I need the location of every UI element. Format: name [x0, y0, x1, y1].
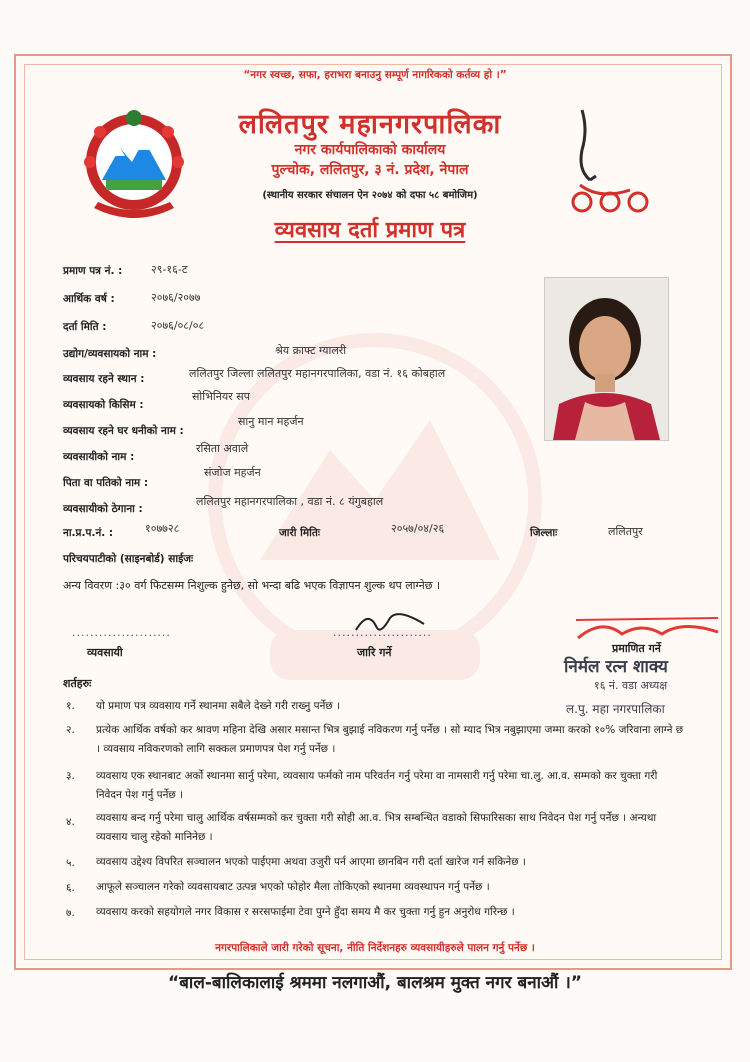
bottom-notice: नगरपालिकाले जारी गरेको सूचना, नीति निर्देशनहरु व्यवसायीहरुले पालन गर्नु पर्नेछ ।	[215, 942, 535, 954]
house-owner-label: व्यवसाय रहने घर धनीको नाम :	[63, 425, 184, 437]
proprietor-sign-line: ......................	[72, 626, 171, 639]
issue-date-value: २०५७/०४/२६	[391, 522, 445, 535]
fiscal-year-value: २०७६/२०७७	[151, 291, 201, 304]
condition-text: प्रत्येक आर्थिक वर्षको कर श्रावण महिना देखि असार मसान्त भित्र बुझाई नविकरण गर्नु पर्नेछ । सो म्याद भित्र नबुझाएमा जम्मा करको १०% जरिवाना लाग्ने छ । व्यवसाय नविकरणको लागि सक्कल प्रमाणपत्र पेश गर्नु पर्नेछ ।	[96, 724, 684, 755]
business-type-label: व्यवसायको किसिम :	[63, 399, 144, 411]
condition-text: आफूले सञ्चालन गरेको व्यवसायबाट उत्पन्न भएको फोहोर मैला तोकिएको स्थानमा व्यवस्थापन गर्नु पर्नेछ ।	[96, 881, 490, 893]
proprietor-address-label: व्यवसायीको ठेगाना :	[63, 503, 143, 515]
top-slogan: “नगर स्वच्छ, सफा, हराभरा बनाउनु सम्पूर्ण नागरिकको कर्तव्य हो ।”	[243, 69, 507, 81]
reg-date-label: दर्ता मिति :	[63, 321, 107, 333]
proprietor-address-value: ललितपुर महानगरपालिका , वडा नं. ८ यंगुबहाल	[196, 495, 384, 508]
portrait-icon	[545, 278, 668, 440]
father-husband-value: संजोज महर्जन	[204, 466, 261, 479]
condition-text: व्यवसाय उद्देश्य विपरित सञ्चालन भएको पाईएमा अथवा उजुरी पर्न आएमा छानबिन गरी दर्ता खारेज गर्न सकिनेछ ।	[96, 856, 526, 868]
proprietor-label: व्यवसायीको नाम :	[63, 451, 135, 463]
proprietor-sign-label: व्यवसायी	[87, 646, 123, 659]
condition-number: ६.	[66, 882, 75, 894]
condition-text: व्यवसाय करको सहयोगले नगर विकास र सरसफाईमा टेवा पुग्ने हुँदा समय मै कर चुक्ता गर्नु हुन अनुरोध गरिन्छ ।	[96, 906, 515, 918]
house-owner-value: सानु मान महर्जन	[238, 415, 304, 428]
signboard-label: परिचयपाटीको (साइनबोर्ड) साईजः	[63, 553, 194, 565]
condition-number: ५.	[66, 857, 75, 869]
certifier-name: निर्मल रत्न शाक्य	[564, 657, 668, 677]
municipality-title: ललितपुर महानगरपालिका	[238, 109, 502, 140]
issuer-sign-label: जारि गर्ने	[357, 646, 392, 659]
fiscal-year-label: आर्थिक वर्ष :	[63, 293, 115, 305]
certifier-post: १६ नं. वडा अध्यक्ष	[594, 679, 668, 692]
condition-number: २.	[66, 724, 75, 736]
act-reference: (स्थानीय सरकार संचालन ऐन २०७४ को दफा ५८ बमोजिम)	[262, 190, 478, 201]
father-husband-label: पिता वा पतिको नाम :	[63, 477, 149, 489]
cert-no-value: २९-१६-ट	[151, 263, 188, 276]
issuer-signature-icon	[350, 608, 430, 642]
conditions-heading: शर्तहरुः	[63, 677, 92, 690]
certificate-title: व्यवसाय दर्ता प्रमाण पत्र	[274, 218, 466, 243]
nepal-emblem-icon	[80, 108, 188, 220]
condition-text: व्यवसाय एक स्थानबाट अर्को स्थानमा सार्नु परेमा, व्यवसाय फर्मको नाम परिवर्तन गर्नु परेमा वा नामसारी गर्नु परेमा चा.लु. आ.व. सम्मको कर चुक्ता गरी निवेदन पेश गर्नु पर्नेछ ।	[96, 770, 658, 801]
issuer-sign-line: ......................	[333, 626, 432, 639]
condition-number: ७.	[66, 907, 75, 919]
office-address: पुल्चोक, ललितपुर, ३ नं. प्रदेश, नेपाल	[271, 162, 469, 178]
condition-text: व्यवसाय बन्द गर्नु परेमा चालु आर्थिक वर्षसम्मको कर चुक्ता गरी सोही आ.व. भित्र सम्बन्धित वडाको सिफारिसका साथ निवेदन पेश गर्नु पर्नेछ । अन्यथा व्यवसाय चालु रहेको मानिनेछ ।	[96, 812, 657, 843]
condition-number: ४.	[66, 816, 75, 828]
district-value: ललितपुर	[608, 525, 643, 538]
mayor-signature-icon	[560, 100, 670, 220]
business-location-label: व्यवसाय रहने स्थान :	[63, 373, 145, 385]
citizenship-value: १०७७२८	[145, 522, 180, 535]
footer-slogan: “बाल-बालिकालाई श्रममा नलगाऔं, बालश्रम मुक्त नगर बनाऔं ।”	[168, 973, 582, 993]
business-type-value: सोभिनियर सप	[192, 390, 250, 403]
certifier-label: प्रमाणित गर्ने	[612, 642, 661, 655]
reg-date-value: २०७६/०८/०८	[151, 319, 205, 332]
office-name: नगर कार्यपालिकाको कार्यालय	[294, 142, 446, 158]
proprietor-value: रसिता अवाले	[196, 442, 249, 455]
certifier-office: ल.पु. महा नगरपालिका	[566, 702, 665, 716]
issue-date-label: जारी मितिः	[279, 527, 321, 539]
condition-text: यो प्रमाण पत्र व्यवसाय गर्ने स्थानमा सबैले देख्ने गरी राख्नु पर्नेछ ।	[96, 700, 341, 712]
proprietor-photo	[544, 277, 669, 441]
cert-no-label: प्रमाण पत्र नं. :	[63, 265, 123, 277]
condition-number: ३.	[66, 770, 75, 782]
watermark-emblem	[200, 300, 550, 730]
business-name-label: उद्योग/व्यवसायको नाम :	[63, 348, 157, 360]
business-location-value: ललितपुर जिल्ला ललितपुर महानगरपालिका, वडा नं. १६ कोबहाल	[189, 367, 446, 380]
citizenship-label: ना.प्र.प.नं. :	[63, 527, 114, 539]
condition-number: १.	[66, 700, 75, 712]
district-label: जिल्लाः	[530, 527, 558, 539]
business-name-value: श्रेय क्राफ्ट ग्यालरी	[275, 344, 347, 357]
other-details: अन्य विवरण :३० वर्ग फिटसम्म निशुल्क हुनेछ, सो भन्दा बढि भएक विज्ञापन शुल्क थप लाग्नेछ ।	[63, 579, 441, 592]
